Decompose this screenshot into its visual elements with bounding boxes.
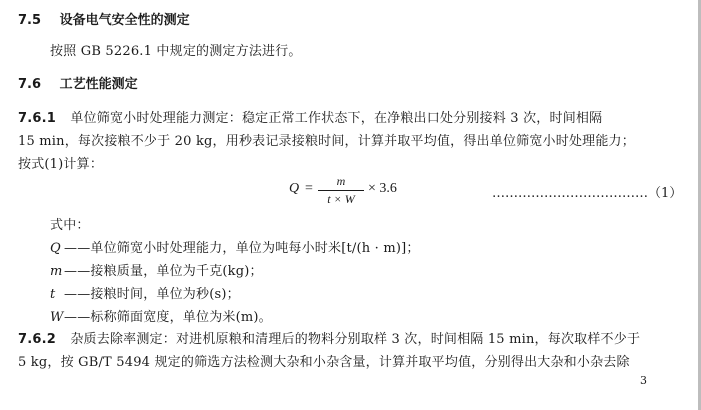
formula-equals: = [305,181,313,196]
where-item-q [50,237,420,256]
symbol: Q [50,241,61,256]
formula-lhs: Q [289,181,300,196]
section-7-6-1-line1 [18,107,602,126]
where-intro: 式中： [50,218,90,233]
symbol: W [50,310,64,325]
paragraph-text: 杂质去除率测定：对进机原粮和清理后的物料分别取样 3 次，时间相隔 15 min，每次取样不少于 [70,332,641,347]
paragraph-text: 单位筛宽小时处理能力测定：稳定正常工作状态下，在净粮出口处分别接料 3 次，时间相隔 [70,111,603,126]
formula-numerator: m [336,174,346,188]
section-number: 7.5 [18,13,42,28]
section-title: 工艺性能测定 [59,77,138,92]
symbol: m [50,264,63,279]
description: ——接粮质量，单位为千克(kg)； [64,264,263,279]
section-7-5-body: 按照 GB 5226.1 中规定的测定方法进行。 [50,44,302,59]
page-number: 3 [640,374,647,387]
section-7-6-2-line1 [18,328,640,347]
section-number: 7.6.2 [18,332,57,347]
section-7-6-1-line3: 按式(1)计算： [18,157,104,172]
section-7-6-2-line2: 5 kg，按 GB/T 5494 规定的筛选方法检测大杂和小杂含量，计算并取平均值，分别得出大杂和小杂去除 [18,355,630,370]
where-item-m [50,260,263,279]
where-item-t [50,283,240,302]
formula-multiplier: × 3.6 [368,181,397,196]
section-7-6-heading [18,73,138,92]
section-title: 设备电气安全性的测定 [59,13,190,28]
description: ——接粮时间，单位为秒(s)； [64,287,240,302]
fraction-bar [318,190,364,191]
section-number: 7.6 [18,77,42,92]
section-7-6-1-line2: 15 min，每次接粮不少于 20 kg，用秒表记录接粮时间，计算并取平均值，得出单位筛宽小时处理能力； [18,134,635,149]
where-item-w [50,306,272,325]
description: ——标称筛面宽度，单位为米(m)。 [64,310,272,325]
formula-denominator: t × W [327,192,355,206]
description: ——单位筛宽小时处理能力，单位为吨每小时米[t/(h · m)]； [64,241,420,256]
section-number: 7.6.1 [18,111,57,126]
symbol: t [50,287,56,302]
formula-label: ………………………………（1） [492,186,683,201]
section-7-5-heading [18,9,190,28]
